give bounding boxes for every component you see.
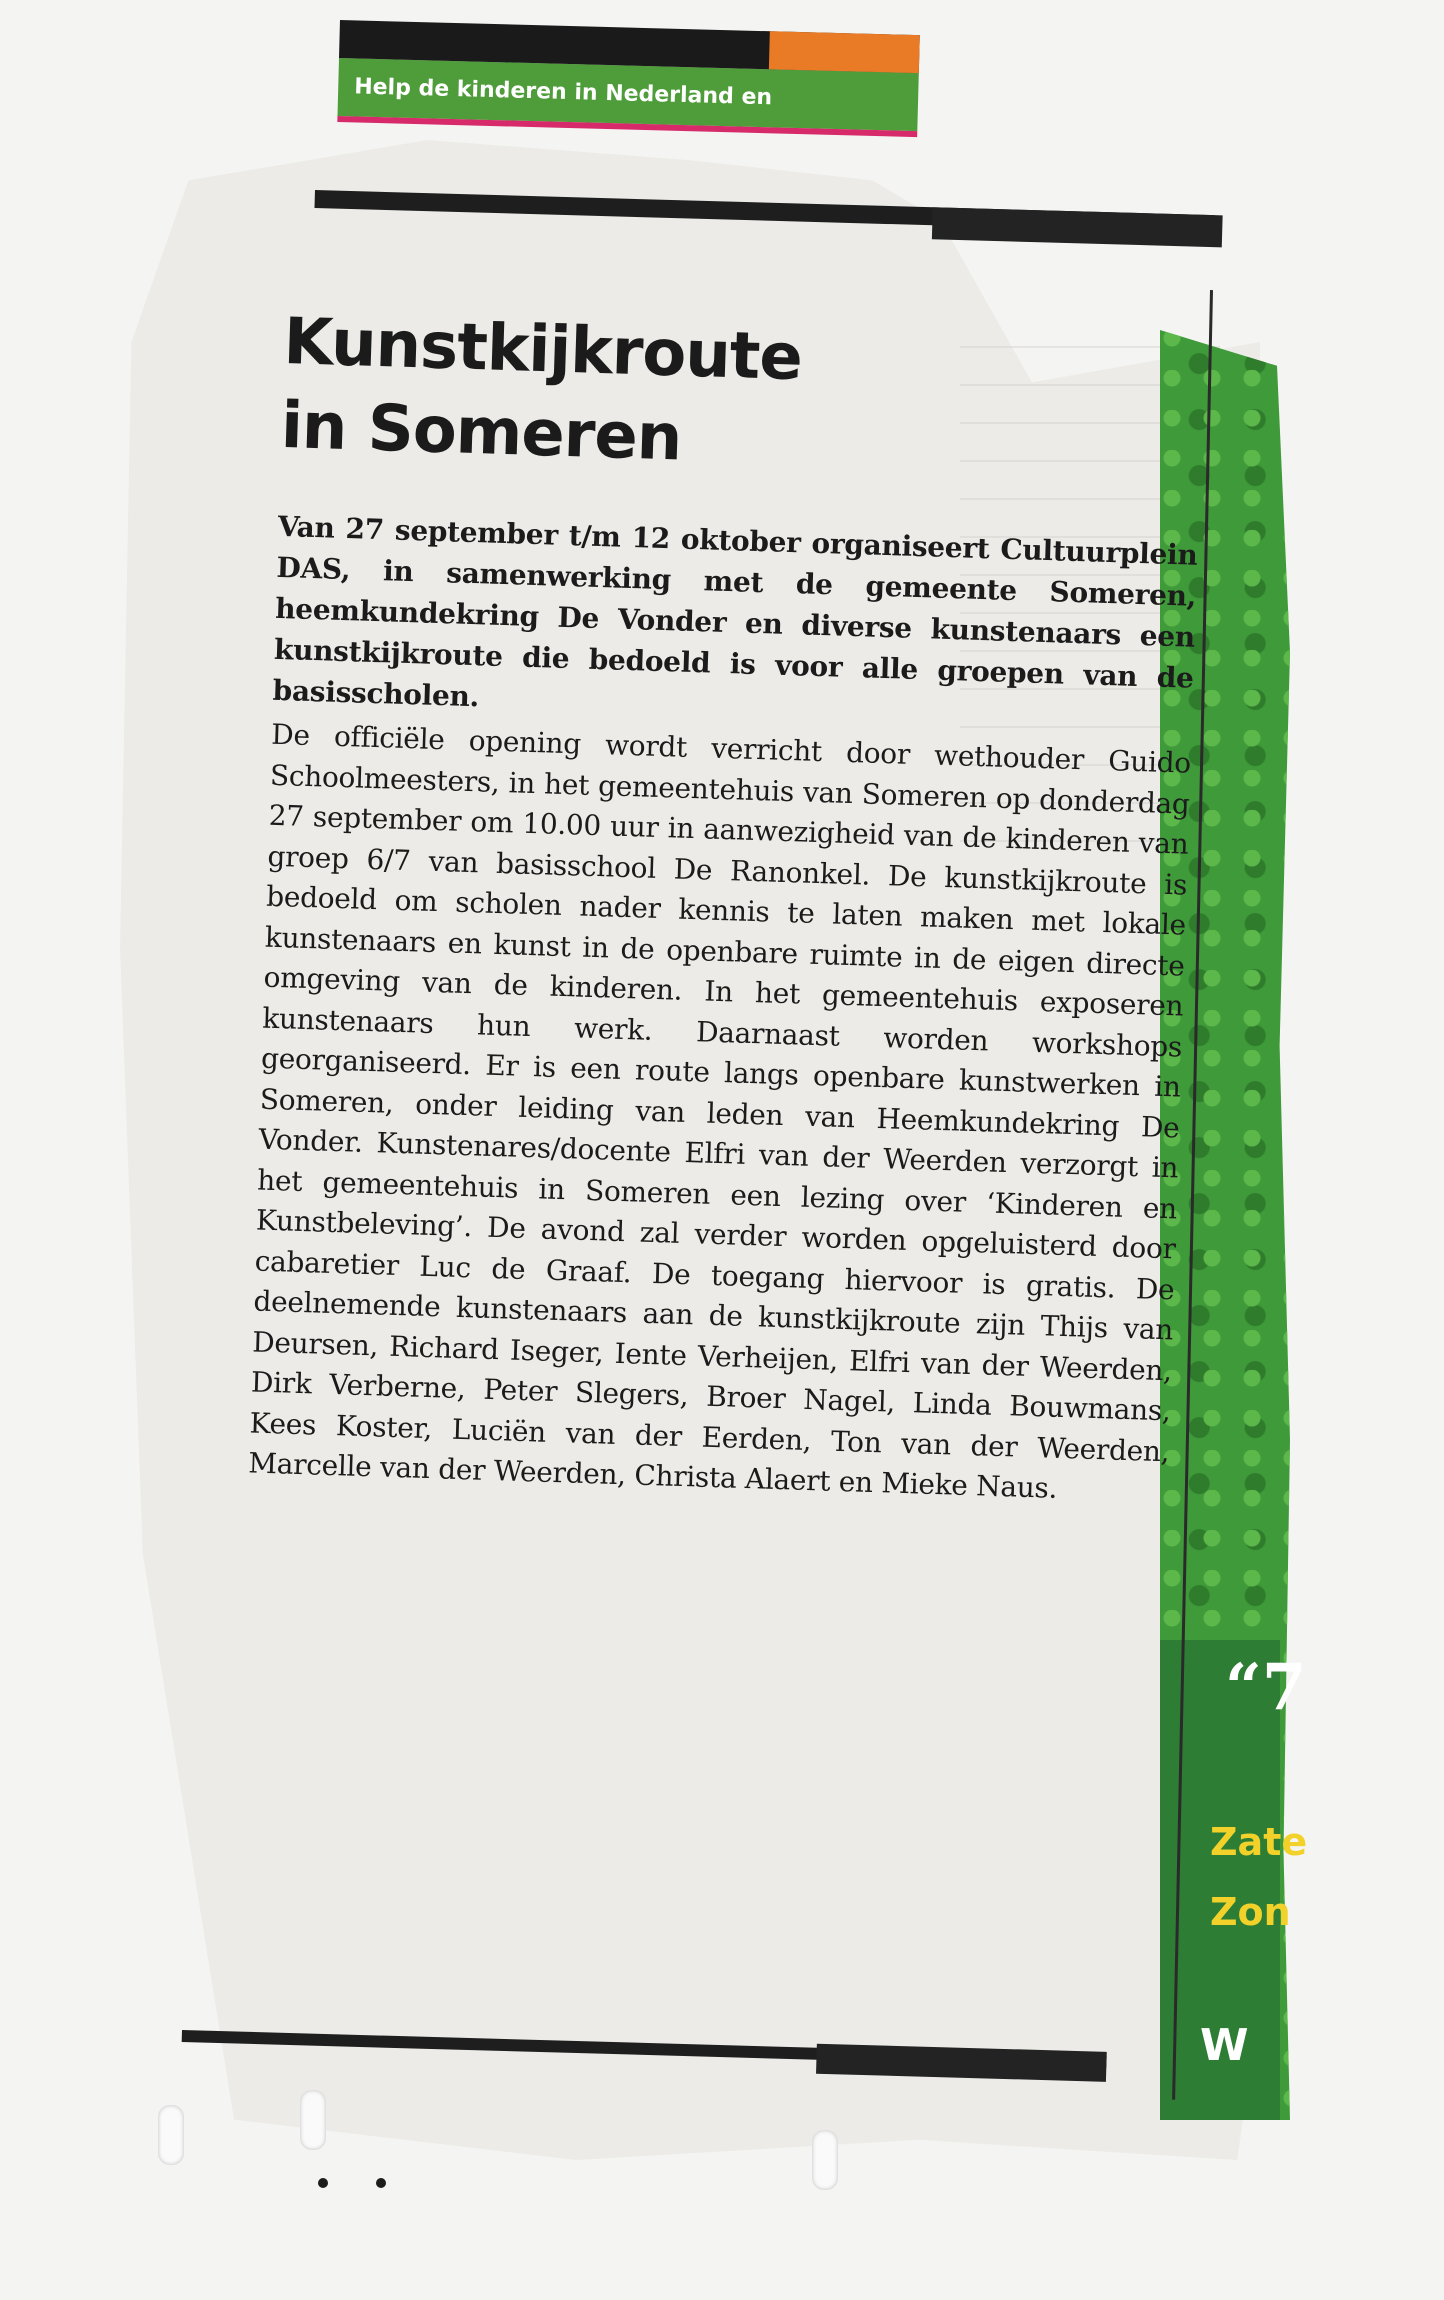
dot-mark — [318, 2178, 328, 2188]
ad-web-text: W — [1200, 2020, 1249, 2071]
ad-quote-text: “7 — [1225, 1650, 1307, 1725]
banner-orange-block — [769, 31, 920, 73]
ad-line-2: Zon — [1210, 1890, 1291, 1934]
top-rule-accent — [932, 207, 1223, 247]
staple-mark — [812, 2130, 838, 2190]
headline-line-1: Kunstkijkroute — [282, 304, 803, 396]
staple-mark — [300, 2090, 326, 2150]
ad-line-1: Zate — [1210, 1820, 1308, 1864]
article — [232, 300, 1204, 2008]
banner-slogan: Help de kinderen in Nederland en — [337, 58, 918, 131]
dot-mark — [376, 2178, 386, 2188]
staple-mark — [158, 2105, 184, 2165]
article-lead: Van 27 september t/m 12 oktober organiseert Cultuurplein DAS, in samenwerking met de gemeente Someren, heemkundekring De Vonder en diverse kunstenaars een kunstkijkroute die bedoeld is voor alle groepen van de basisscholen. — [272, 509, 1198, 714]
headline-line-2: in Someren — [279, 388, 683, 476]
top-banner — [337, 20, 920, 155]
article-body: De officiële opening wordt verricht door wethouder Guido Schoolmeesters, in het gemeentehuis van Someren op donderdag 27 september om 10.00 uur in aanwezigheid van de kinderen van groep 6/7 van basisschool De Ranonkel. De kunstkijkroute is bedoeld om scholen nader kennis te laten maken met lokale kunstenaars en kunst in de openbare ruimte in de eigen directe omgeving van de kinderen. In het gemeentehuis exposeren kunstenaars hun werk. Daarnaast worden workshops georganiseerd. Er is een route langs openbare kunstwerken in Someren, onder leiding van leden van Heemkundekring De Vonder. Kunstenares/docente Elfri van der Weerden verzorgt in het gemeentehuis in Someren een lezing over ‘Kinderen en Kunstbeleving’. De avond zal verder worden opgeluisterd door cabaretier Luc de Graaf. De toegang hiervoor is gratis. De deelnemende kunstenaars aan de kunstkijkroute zijn Thijs van Deursen, Richard Iseger, Iente Verheijen, Elfri van der Weerden, Dirk Verberne, Peter Slegers, Broer Nagel, Linda Bouwmans, Kees Koster, Luciën van der Eerden, Ton van der Weerden, Marcelle van der Weerden, Christa Alaert en Mieke Naus. — [247, 717, 1192, 1505]
article-headline — [280, 300, 1205, 497]
